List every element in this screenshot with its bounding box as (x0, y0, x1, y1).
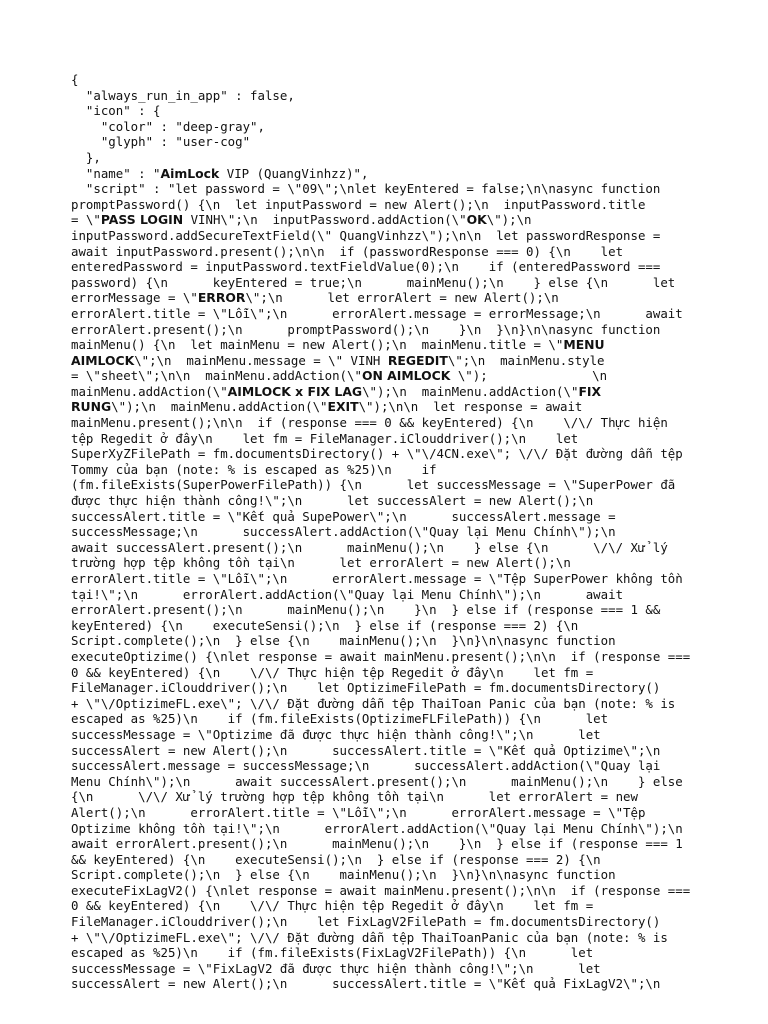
code-text: successMessage;\n successAlert.addAction(\"Quay lại Menu Chính\");\n (71, 524, 616, 540)
code-text: SuperXyZFilePath = fm.documentsDirectory() + \"\/4CN.exe\"; \/\/ Đặt đường dẫn tệp (71, 446, 683, 462)
code-text: escaped as %25)\n if (fm.fileExists(FixLagV2FilePath)) {\n let (71, 945, 594, 961)
code-text: được thực hiện thành công!\";\n let successAlert = new Alert();\n (71, 493, 594, 509)
code-line (71, 134, 701, 150)
code-text: enteredPassword = inputPassword.textFieldValue(0);\n if (enteredPassword === (71, 259, 661, 275)
code-line (71, 805, 701, 821)
code-text: keyEntered) {\n executeSensi();\n } else if (response === 2) {\n (71, 617, 579, 633)
code-line (71, 665, 701, 681)
code-line (71, 821, 701, 837)
code-text: 0 && keyEntered) {\n \/\/ Thực hiện tệp Regedit ở đây\n let fm = (71, 898, 594, 914)
code-text-bold: PASS LOGIN (100, 212, 184, 228)
code-line (71, 945, 701, 961)
code-line (71, 680, 701, 696)
code-text-bold: ON AIMLOCK (361, 368, 451, 384)
code-line (71, 88, 701, 104)
code-line (71, 166, 701, 182)
code-text: executeOptizime() {\nlet response = await mainMenu.present();\n\n if (response === (71, 648, 691, 664)
code-text: = \" (71, 212, 101, 228)
code-text: VINH\";\n inputPassword.addAction(\" (183, 212, 467, 228)
code-line (71, 337, 701, 353)
code-line (71, 150, 701, 166)
code-line (71, 852, 701, 868)
code-text: mainMenu.addAction(\" (71, 383, 228, 399)
code-text: "always_run_in_app" : false, (71, 87, 295, 103)
code-line (71, 758, 701, 774)
code-text: \"); \n (450, 368, 608, 384)
code-text: errorAlert.title = \"Lỗi\";\n errorAlert.message = \"Tệp SuperPower không tồn (71, 571, 683, 586)
code-text: successMessage = \"FixLagV2 đã được thực hiện thành công!\";\n let (71, 960, 601, 976)
code-text: \";\n mainMenu.message = \" VINH (134, 352, 388, 368)
code-line (71, 306, 701, 322)
code-line (71, 244, 701, 260)
code-text-bold: MENU (563, 337, 605, 353)
code-text: FileManager.iClouddriver();\n let OptizimeFilePath = fm.documentsDirectory() (71, 680, 661, 696)
code-line (71, 368, 701, 384)
code-text: VIP (QuangVinhzz)", (219, 165, 369, 181)
code-text: Alert();\n errorAlert.title = \"Lỗi\";\n errorAlert.message = \"Tệp (71, 804, 646, 820)
code-text: "glyph" : "user-cog" (71, 134, 251, 150)
code-line (71, 477, 701, 493)
code-text: 0 && keyEntered) {\n \/\/ Thực hiện tệp Regedit ở đây\n let fm = (71, 664, 594, 680)
code-text: "script" : "let password = \"09\";\nlet keyEntered = false;\n\nasync function (71, 181, 661, 197)
code-line (71, 774, 701, 790)
code-text: successMessage = \"Optizime đã được thực hiện thành công!\";\n let (71, 726, 601, 742)
code-text-bold: EXIT (327, 399, 359, 415)
code-line (71, 618, 701, 634)
code-line (71, 384, 701, 400)
code-text: { (71, 72, 79, 87)
code-text: = \"sheet\";\n\n mainMenu.addAction(\" (71, 368, 362, 384)
code-text: Menu Chính\");\n await successAlert.present();\n mainMenu();\n } else (71, 773, 683, 789)
code-line (71, 462, 701, 478)
code-line (71, 399, 701, 415)
code-text: \");\n (486, 212, 532, 228)
code-text-bold: RUNG (71, 399, 112, 415)
code-text: + \"\/OptizimeFL.exe\"; \/\/ Đặt đường dẫn tệp ThaiToan Panic của bạn (note: % is (71, 695, 676, 711)
code-line (71, 883, 701, 899)
code-line (71, 431, 701, 447)
code-text: {\n \/\/ Xử lý trường hợp tệp không tồn tại\n let errorAlert = new (71, 789, 638, 805)
document-page (71, 72, 701, 992)
code-text: "icon" : { (71, 103, 161, 119)
code-text: trường hợp tệp không tồn tại\n let errorAlert = new Alert();\n (71, 555, 571, 571)
code-text: tệp Regedit ở đây\n let fm = FileManager.iClouddriver();\n let (71, 430, 579, 446)
code-text: + \"\/OptizimeFL.exe\"; \/\/ Đặt đường dẫn tệp ThaiToanPanic của bạn (note: % is (71, 929, 668, 945)
code-text: escaped as %25)\n if (fm.fileExists(OptizimeFLFilePath)) {\n let (71, 711, 609, 727)
code-line (71, 976, 701, 992)
code-text: \");\n\n let response = await (358, 399, 583, 415)
code-line (71, 743, 701, 759)
code-line (71, 867, 701, 883)
code-text: successAlert = new Alert();\n successAlert.title = \"Kết quả Optizime\";\n (71, 742, 661, 758)
code-text: successAlert.title = \"Kết quả SupePower\";\n successAlert.message = (71, 508, 616, 524)
code-text: Optizime không tồn tại!\";\n errorAlert.addAction(\"Quay lại Menu Chính\");\n (71, 820, 683, 836)
code-text: Script.complete();\n } else {\n mainMenu();\n }\n}\n\nasync function (71, 867, 616, 883)
code-line (71, 103, 701, 119)
code-line (71, 914, 701, 930)
code-text: }, (71, 149, 101, 165)
code-line (71, 197, 701, 213)
code-line (71, 571, 701, 587)
code-text-bold: ERROR (197, 290, 246, 306)
code-text: Script.complete();\n } else {\n mainMenu();\n }\n}\n\nasync function (71, 633, 616, 649)
code-line (71, 446, 701, 462)
code-line (71, 602, 701, 618)
code-line (71, 290, 701, 306)
code-text: \");\n mainMenu.addAction(\" (362, 383, 579, 399)
code-text-bold: AIMLOCK (71, 352, 135, 368)
code-text: && keyEntered) {\n executeSensi();\n } else if (response === 2) {\n (71, 851, 601, 867)
code-text: errorAlert.title = \"Lỗi\";\n errorAlert.message = errorMessage;\n await (71, 305, 683, 321)
code-text: await inputPassword.present();\n\n if (passwordResponse === 0) {\n let (71, 243, 624, 259)
code-line (71, 633, 701, 649)
code-text: "color" : "deep-gray", (71, 118, 265, 134)
code-text: successAlert = new Alert();\n successAlert.title = \"Kết quả FixLagV2\";\n (71, 976, 661, 992)
code-line (71, 930, 701, 946)
code-text: successAlert.message = successMessage;\n successAlert.addAction(\"Quay lại (71, 758, 661, 774)
code-line (71, 259, 701, 275)
code-line (71, 353, 701, 369)
code-text: errorAlert.present();\n mainMenu();\n }\n } else if (response === 1 && (71, 602, 661, 618)
code-text: await successAlert.present();\n mainMenu();\n } else {\n \/\/ Xử lý (71, 539, 668, 555)
code-line (71, 72, 701, 88)
code-text: errorAlert.present();\n promptPassword();\n }\n }\n}\n\nasync function (71, 321, 661, 337)
code-text-bold: OK (466, 212, 487, 228)
code-line (71, 555, 701, 571)
code-line (71, 789, 701, 805)
code-line (71, 540, 701, 556)
code-line (71, 696, 701, 712)
code-line (71, 836, 701, 852)
code-text-bold: FIX (578, 383, 602, 399)
code-line (71, 711, 701, 727)
code-line (71, 727, 701, 743)
code-text-bold: AIMLOCK x FIX LAG (227, 383, 363, 399)
code-line (71, 649, 701, 665)
code-text: promptPassword() {\n let inputPassword = new Alert();\n inputPassword.title (71, 196, 646, 212)
code-line (71, 415, 701, 431)
code-text: \";\n let errorAlert = new Alert();\n (245, 290, 559, 306)
code-line (71, 509, 701, 525)
code-text: tại!\";\n errorAlert.addAction(\"Quay lại Menu Chính\");\n await (71, 586, 624, 602)
code-text: \");\n mainMenu.addAction(\" (111, 399, 328, 415)
code-text: mainMenu() {\n let mainMenu = new Alert();\n mainMenu.title = \" (71, 337, 564, 353)
code-text: await errorAlert.present();\n mainMenu();\n }\n } else if (response === 1 (71, 836, 683, 852)
code-line (71, 524, 701, 540)
code-text: (fm.fileExists(SuperPowerFilePath)) {\n let successMessage = \"SuperPower đã (71, 477, 676, 493)
code-line (71, 961, 701, 977)
code-text: executeFixLagV2() {\nlet response = await mainMenu.present();\n\n if (response === (71, 882, 691, 898)
code-text: inputPassword.addSecureTextField(\" QuangVinhzz\");\n\n let passwordResponse = (71, 227, 661, 243)
code-line (71, 119, 701, 135)
code-line (71, 587, 701, 603)
code-line (71, 322, 701, 338)
code-line (71, 228, 701, 244)
code-text: \";\n mainMenu.style (447, 352, 605, 368)
code-line (71, 212, 701, 228)
code-text-bold: REGEDIT (387, 352, 448, 368)
code-text-bold: AimLock (160, 165, 220, 181)
code-text: mainMenu.present();\n\n if (response === 0 && keyEntered) {\n \/\/ Thực hiện (71, 415, 668, 431)
code-text: "name" : " (71, 165, 161, 181)
code-line (71, 493, 701, 509)
code-line (71, 275, 701, 291)
code-text: password) {\n keyEntered = true;\n mainMenu();\n } else {\n let (71, 274, 676, 290)
code-text: FileManager.iClouddriver();\n let FixLagV2FilePath = fm.documentsDirectory() (71, 914, 661, 930)
code-line (71, 181, 701, 197)
code-text: Tommy của bạn (note: % is escaped as %25)\n if (71, 461, 437, 477)
code-line (71, 898, 701, 914)
code-text: errorMessage = \" (71, 290, 198, 306)
